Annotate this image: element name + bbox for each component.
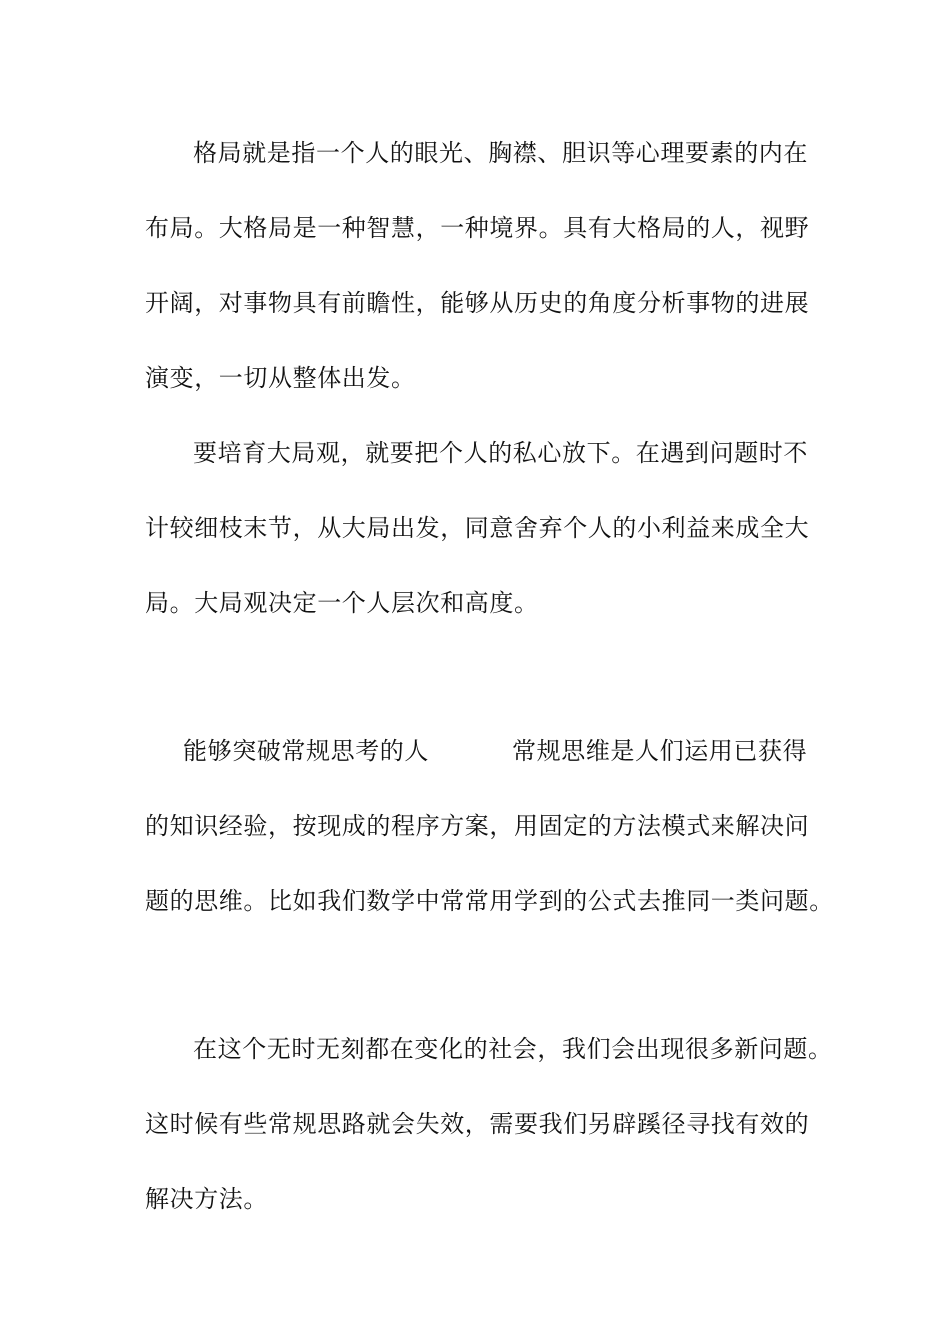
paragraph-line: 这时候有些常规思路就会失效，需要我们另辟蹊径寻找有效的 [145, 1110, 810, 1138]
paragraph-line: 常规思维是人们运用已获得 [512, 737, 808, 765]
paragraph-line: 解决方法。 [145, 1185, 268, 1213]
paragraph-line: 格局就是指一个人的眼光、胸襟、胆识等心理要素的内在 [193, 139, 808, 167]
paragraph-line: 要培育大局观，就要把个人的私心放下。在遇到问题时不 [193, 439, 808, 467]
paragraph-line: 布局。大格局是一种智慧，一种境界。具有大格局的人，视野 [145, 214, 810, 242]
paragraph-line: 在这个无时无刻都在变化的社会，我们会出现很多新问题。 [193, 1035, 833, 1063]
paragraph-line: 题的思维。比如我们数学中常常用学到的公式去推同一类问题。 [145, 887, 834, 915]
section-heading: 能够突破常规思考的人 [183, 737, 429, 765]
paragraph-line: 的知识经验，按现成的程序方案，用固定的方法模式来解决问 [145, 812, 810, 840]
paragraph-line: 计较细枝末节，从大局出发，同意舍弃个人的小利益来成全大 [145, 514, 810, 542]
paragraph-line: 局。大局观决定一个人层次和高度。 [145, 589, 539, 617]
paragraph-line: 演变，一切从整体出发。 [145, 364, 416, 392]
paragraph-line: 开阔，对事物具有前瞻性，能够从历史的角度分析事物的进展 [145, 289, 810, 317]
